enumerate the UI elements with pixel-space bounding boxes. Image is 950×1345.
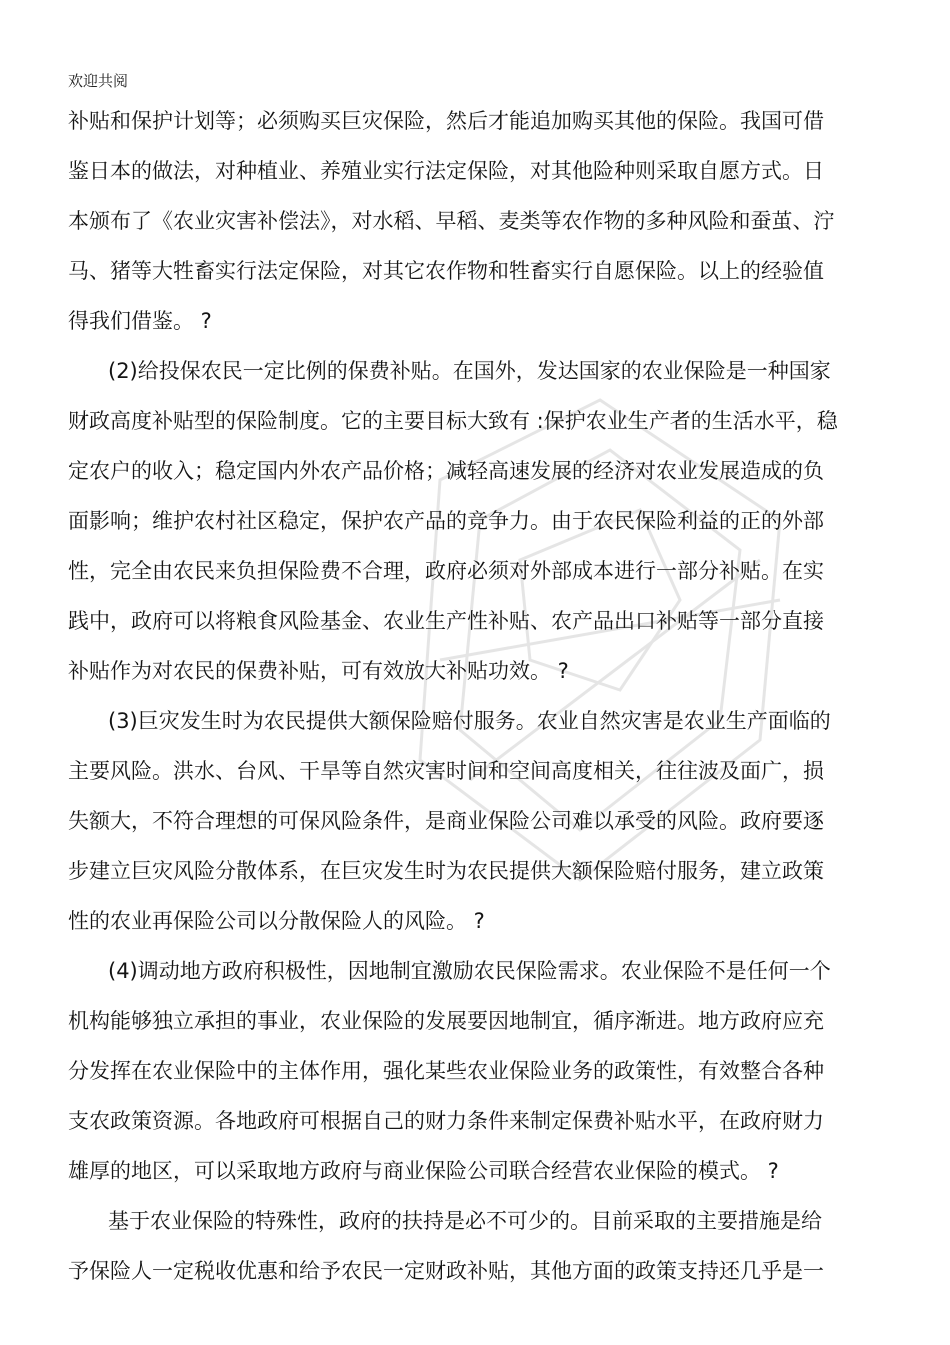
text-line: 主要风险。洪水、台风、干旱等自然灾害时间和空间高度相关，往往波及面广，损: [68, 759, 824, 783]
text-line: 定农户的收入；稳定国内外农产品价格；减轻高速发展的经济对农业发展造成的负: [68, 459, 824, 483]
page-header: 欢迎共阅: [68, 72, 129, 90]
text-line: 基于农业保险的特殊性，政府的扶持是必不可少的。目前采取的主要措施是给: [108, 1209, 822, 1233]
text-line: 支农政策资源。各地政府可根据自己的财力条件来制定保费补贴水平，在政府财力: [68, 1109, 824, 1133]
text-line: 雄厚的地区，可以采取地方政府与商业保险公司联合经营农业保险的模式。 ?: [68, 1159, 779, 1183]
text-line: 践中，政府可以将粮食风险基金、农业生产性补贴、农产品出口补贴等一部分直接: [68, 609, 824, 633]
text-line: (3)巨灾发生时为农民提供大额保险赔付服务。农业自然灾害是农业生产面临的: [108, 709, 831, 733]
text-line: 失额大，不符合理想的可保风险条件，是商业保险公司难以承受的风险。政府要逐: [68, 809, 824, 833]
text-line: 步建立巨灾风险分散体系，在巨灾发生时为农民提供大额保险赔付服务，建立政策: [68, 859, 824, 883]
text-line: 得我们借鉴。 ?: [68, 309, 212, 333]
text-line: 补贴作为对农民的保费补贴，可有效放大补贴功效。 ?: [68, 659, 569, 683]
text-line: 鉴日本的做法，对种植业、养殖业实行法定保险，对其他险种则采取自愿方式。日: [68, 159, 824, 183]
text-line: (4)调动地方政府积极性，因地制宜激励农民保险需求。农业保险不是任何一个: [108, 959, 831, 983]
text-line: 予保险人一定税收优惠和给予农民一定财政补贴，其他方面的政策支持还几乎是一: [68, 1259, 824, 1283]
text-line: 机构能够独立承担的事业，农业保险的发展要因地制宜，循序渐进。地方政府应充: [68, 1009, 824, 1033]
text-line: 性，完全由农民来负担保险费不合理，政府必须对外部成本进行一部分补贴。在实: [68, 559, 824, 583]
text-line: 财政高度补贴型的保险制度。它的主要目标大致有 :保护农业生产者的生活水平，稳: [68, 409, 838, 433]
text-line: 本颁布了《农业灾害补偿法》，对水稻、早稻、麦类等农作物的多种风险和蚕茧、泞: [68, 209, 835, 233]
text-line: 马、猪等大牲畜实行法定保险，对其它农作物和牲畜实行自愿保险。以上的经验值: [68, 259, 824, 283]
text-line: 补贴和保护计划等；必须购买巨灾保险，然后才能追加购买其他的保险。我国可借: [68, 109, 824, 133]
text-line: 分发挥在农业保险中的主体作用，强化某些农业保险业务的政策性，有效整合各种: [68, 1059, 824, 1083]
text-line: (2)给投保农民一定比例的保费补贴。在国外，发达国家的农业保险是一种国家: [108, 359, 831, 383]
text-line: 面影响；维护农村社区稳定，保护农产品的竞争力。由于农民保险利益的正的外部: [68, 509, 824, 533]
text-line: 性的农业再保险公司以分散保险人的风险。 ?: [68, 909, 485, 933]
